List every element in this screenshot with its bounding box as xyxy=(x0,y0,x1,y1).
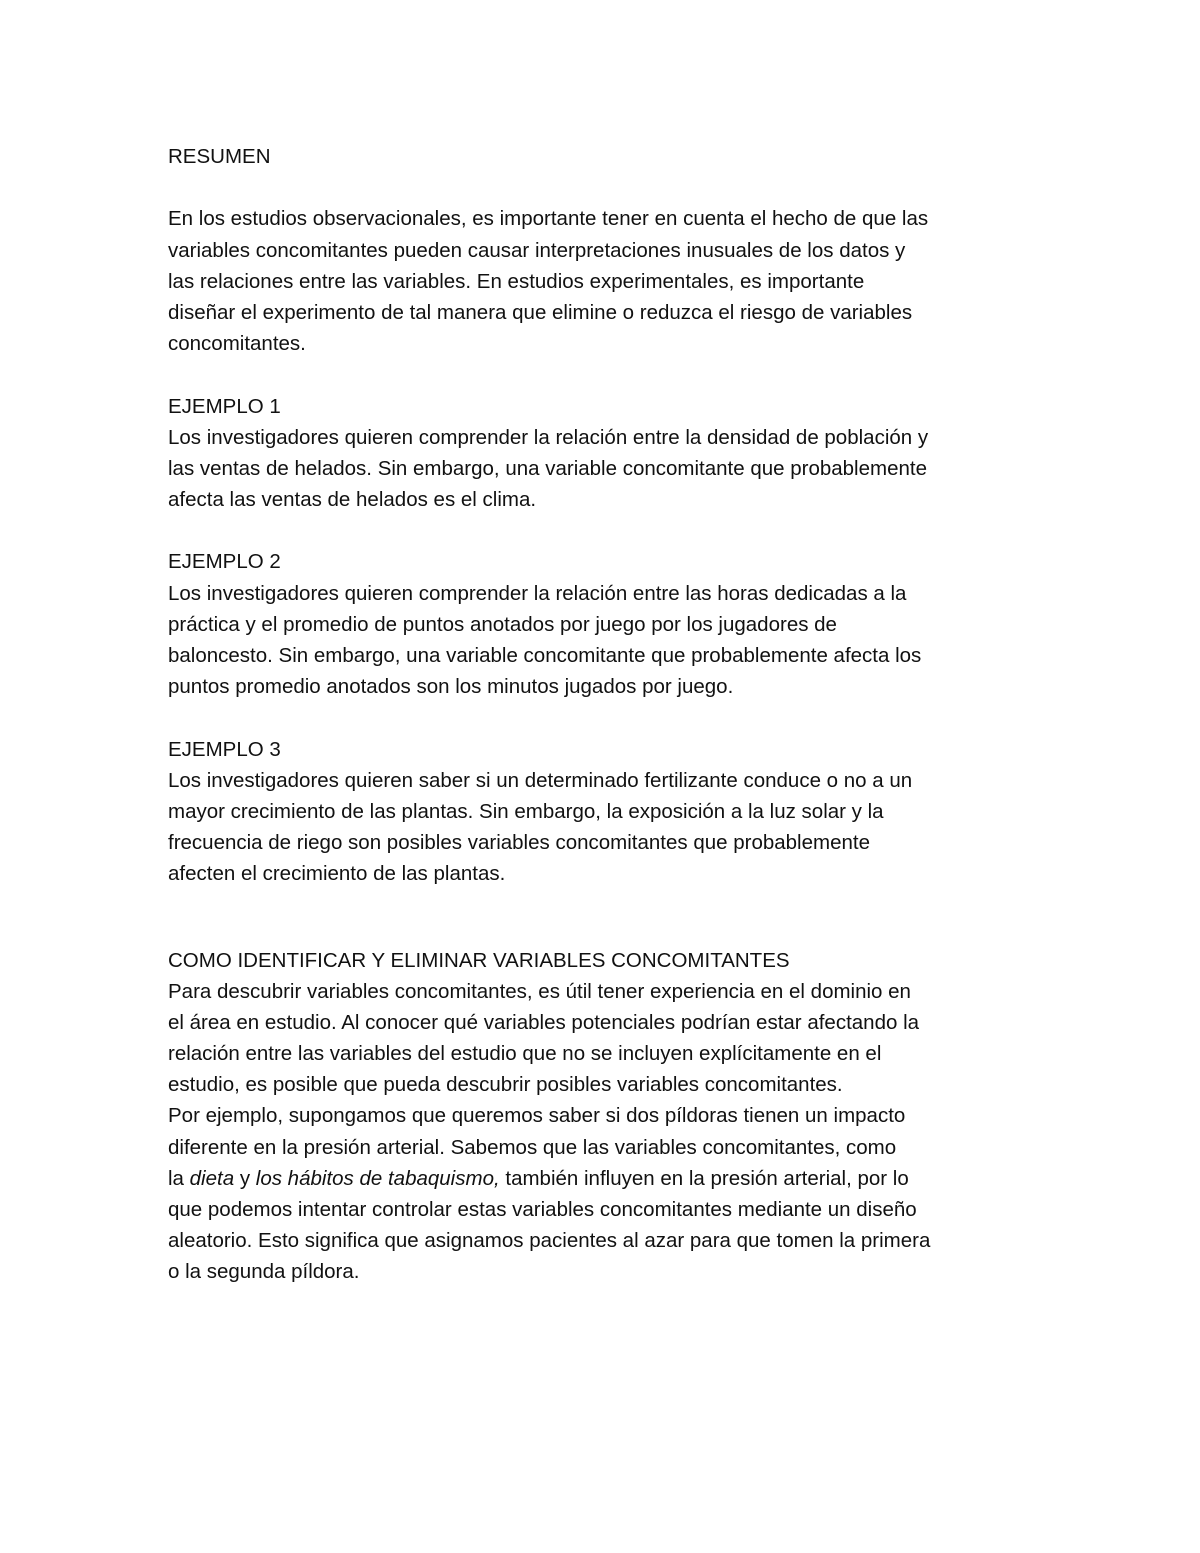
italic-line-mid: y xyxy=(234,1166,256,1190)
identificar-line: relación entre las variables del estudio que no se incluyen explícitamente en el xyxy=(168,1042,882,1066)
spacer xyxy=(168,172,1048,203)
ejemplo2-line: puntos promedio anotados son los minutos jugados por juego. xyxy=(168,675,734,699)
identificar-line: el área en estudio. Al conocer qué variables potenciales podrían estar afectando la xyxy=(168,1010,920,1034)
identificar-line: diferente en la presión arterial. Sabemos que las variables concomitantes, como xyxy=(168,1135,897,1159)
resumen-line: concomitantes. xyxy=(168,332,306,356)
spacer xyxy=(168,890,1048,945)
resumen-line: diseñar el experimento de tal manera que elimine o reduzca el riesgo de variables xyxy=(168,300,913,324)
identificar-line: Por ejemplo, supongamos que queremos saber si dos píldoras tienen un impacto xyxy=(168,1104,906,1128)
identificar-line: o la segunda píldora. xyxy=(168,1260,360,1284)
ejemplo1-line: las ventas de helados. Sin embargo, una variable concomitante que probablemente xyxy=(168,456,927,480)
italic-line-pre: la xyxy=(168,1166,190,1190)
identificar-line: Para descubrir variables concomitantes, es útil tener experiencia en el dominio en xyxy=(168,979,911,1003)
ejemplo1-heading: EJEMPLO 1 xyxy=(168,394,281,418)
identificar-line: que podemos intentar controlar estas variables concomitantes mediante un diseño xyxy=(168,1198,917,1221)
ejemplo3-line: afecten el crecimiento de las plantas. xyxy=(168,862,506,886)
resumen-heading: RESUMEN xyxy=(168,145,271,168)
ejemplo2-heading: EJEMPLO 2 xyxy=(168,550,281,574)
document-body xyxy=(168,141,1048,1288)
ejemplo2-line: Los investigadores quieren comprender la relación entre las horas dedicadas a la xyxy=(168,581,907,605)
ejemplo3-heading: EJEMPLO 3 xyxy=(168,737,281,761)
ejemplo3-line: frecuencia de riego son posibles variables concomitantes que probablemente xyxy=(168,831,870,855)
ejemplo1-line: afecta las ventas de helados es el clima. xyxy=(168,488,537,512)
identificar-line: aleatorio. Esto significa que asignamos pacientes al azar para que tomen la primera xyxy=(168,1229,931,1253)
identificar-heading: COMO IDENTIFICAR Y ELIMINAR VARIABLES CONCOMITANTES xyxy=(168,948,790,972)
italic-line-post: también influyen en la presión arterial, por lo xyxy=(499,1166,909,1190)
ejemplo2-line: baloncesto. Sin embargo, una variable concomitante que probablemente afecta los xyxy=(168,644,922,667)
resumen-line: En los estudios observacionales, es importante tener en cuenta el hecho de que las xyxy=(168,207,929,231)
spacer xyxy=(168,702,1048,733)
resumen-line: las relaciones entre las variables. En estudios experimentales, es importante xyxy=(168,269,865,293)
identificar-line: estudio, es posible que pueda descubrir posibles variables concomitantes. xyxy=(168,1073,843,1097)
ejemplo3-line: mayor crecimiento de las plantas. Sin embargo, la exposición a la luz solar y la xyxy=(168,799,884,823)
italic-term-habitos: los hábitos de tabaquismo, xyxy=(255,1166,500,1190)
ejemplo2-line: práctica y el promedio de puntos anotados por juego por los jugadores de xyxy=(168,612,837,636)
ejemplo1-line: Los investigadores quieren comprender la relación entre la densidad de población y xyxy=(168,425,929,449)
resumen-line: variables concomitantes pueden causar interpretaciones inusuales de los datos y xyxy=(168,238,906,262)
spacer xyxy=(168,359,1048,390)
spacer xyxy=(168,515,1048,546)
ejemplo3-line: Los investigadores quieren saber si un determinado fertilizante conduce o no a un xyxy=(168,768,913,792)
identificar-italic-line xyxy=(168,1163,1048,1194)
italic-term-dieta: dieta xyxy=(189,1166,235,1190)
